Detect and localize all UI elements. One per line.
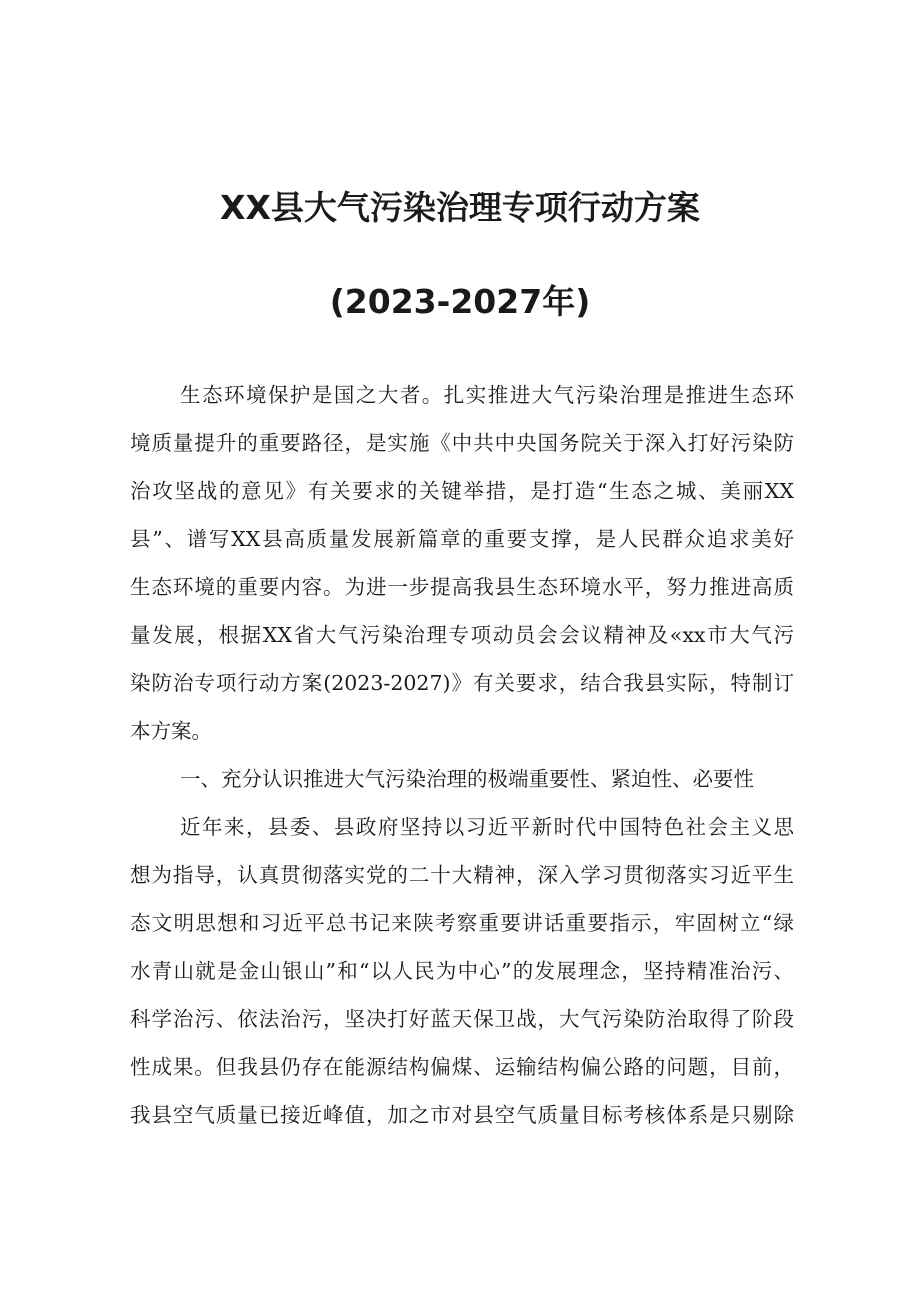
document-title: XX县大气污染治理专项行动方案	[220, 188, 700, 227]
paragraph-2-line: 想为指导，认真贯彻落实党的二十大精神，深入学习贯彻落实习近平生	[130, 863, 794, 887]
paragraph-1-line: 本方案。	[130, 719, 212, 743]
paragraph-2-line: 性成果。但我县仍存在能源结构偏煤、运输结构偏公路的问题，目前，	[130, 1055, 794, 1079]
paragraph-1-line: 境质量提升的重要路径，是实施《中共中央国务院关于深入打好污染防	[130, 431, 794, 455]
paragraph-1-line: 生态环境的重要内容。为进一步提高我县生态环境水平，努力推进高质	[130, 575, 794, 599]
paragraph-1-line: 量发展，根据XX省大气污染治理专项动员会会议精神及«xx市大气污	[130, 623, 794, 647]
paragraph-2-line: 态文明思想和习近平总书记来陕考察重要讲话重要指示，牢固树立“绿	[130, 911, 794, 935]
paragraph-1-line: 县”、谱写XX县高质量发展新篇章的重要支撑，是人民群众追求美好	[130, 527, 794, 551]
paragraph-2-line: 科学治污、依法治污，坚决打好蓝天保卫战，大气污染防治取得了阶段	[130, 1007, 794, 1031]
section-1-heading: 一、充分认识推进大气污染治理的极端重要性、紧迫性、必要性	[180, 767, 754, 791]
document-subtitle: (2023-2027年)	[329, 282, 591, 321]
paragraph-2-line: 水青山就是金山银山”和“以人民为中心”的发展理念，坚持精准治污、	[130, 959, 794, 983]
paragraph-2-line: 我县空气质量已接近峰值，加之市对县空气质量目标考核体系是只剔除	[130, 1103, 794, 1127]
paragraph-1-line: 治攻坚战的意见》有关要求的关键举措，是打造“生态之城、美丽XX	[130, 479, 794, 503]
paragraph-1-line: 染防治专项行动方案(2023-2027)》有关要求，结合我县实际，特制订	[130, 671, 794, 695]
paragraph-1-line: 生态环境保护是国之大者。扎实推进大气污染治理是推进生态环	[180, 383, 794, 407]
paragraph-2-line: 近年来，县委、县政府坚持以习近平新时代中国特色社会主义思	[180, 815, 794, 839]
